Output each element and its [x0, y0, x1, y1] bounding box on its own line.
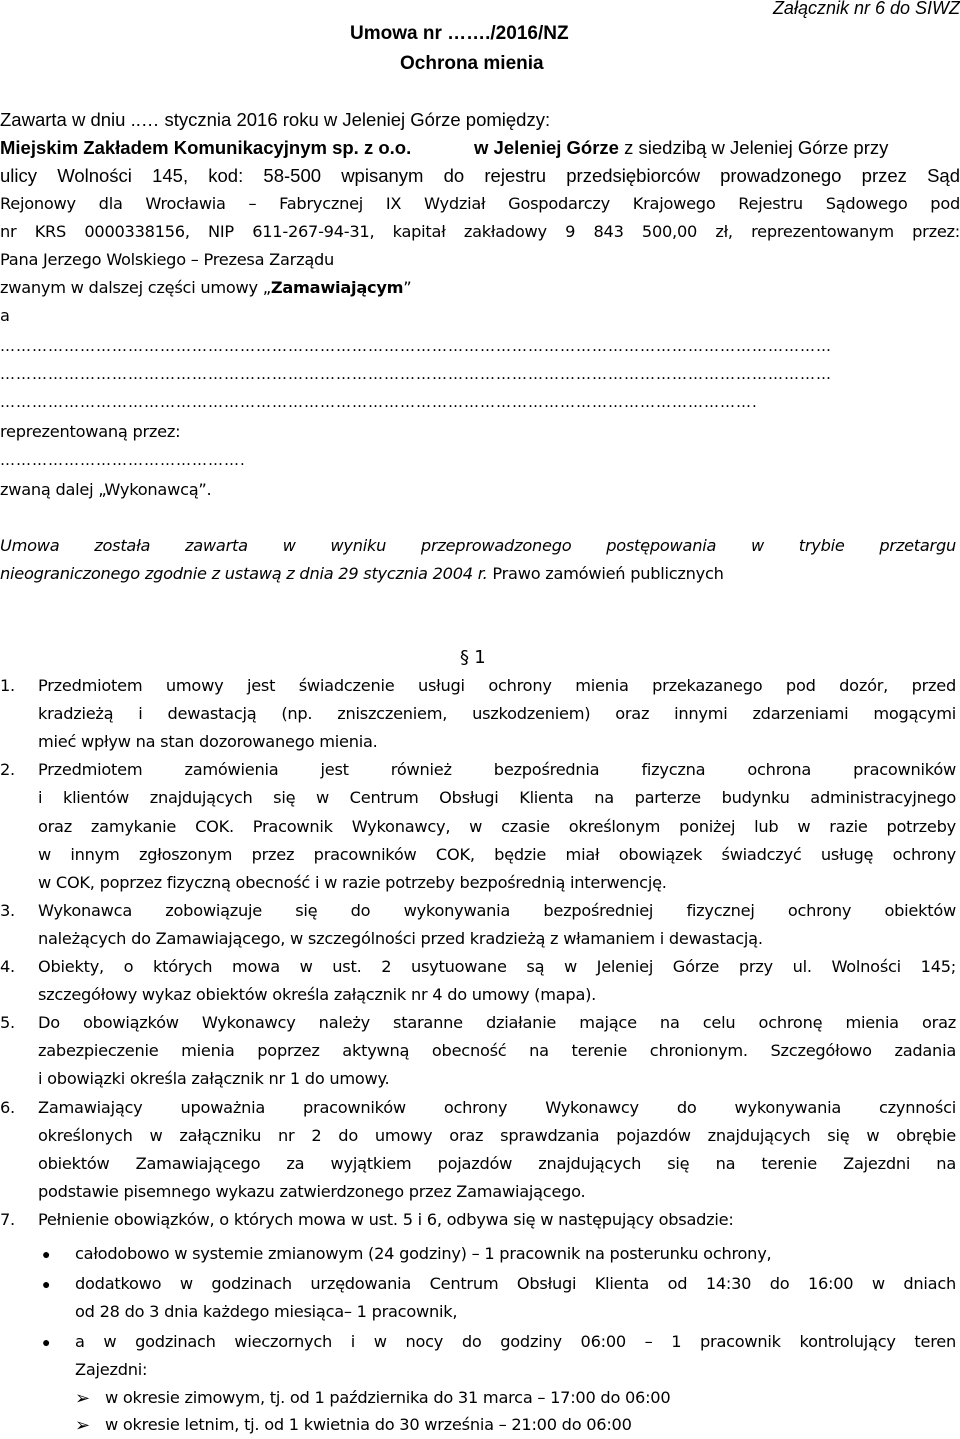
represented-by-label: reprezentowaną przez:: [0, 422, 181, 441]
item-text-line: oraz zamykanie COK. Pracownik Wykonawcy, w czasie określonym poniżej lub w razie potrzeby: [38, 816, 956, 836]
item-text-line: Przedmiotem umowy jest świadczenie usługi ochrony mienia przekazanego pod dozór, przed: [38, 676, 956, 695]
item-text-line: kradzieżą i dewastacją (np. zniszczeniem, uszkodzeniem) oraz innymi zdarzeniami mogącymi: [38, 704, 956, 724]
basis-law-name: Prawo zamówień publicznych: [487, 564, 724, 583]
item-text-line: i obowiązki określa załącznik nr 1 do umowy.: [38, 1069, 390, 1089]
item-text-line: należących do Zamawiającego, w szczególności przed kradzieżą z włamaniem i dewastacją.: [38, 928, 763, 948]
bullet-text-line: a w godzinach wieczornych i w nocy do godziny 06:00 – 1 pracownik kontrolujący teren: [75, 1332, 956, 1352]
company-address-line: ulicy Wolności 145, kod: 58-500 wpisanym do rejestru przedsiębiorców prowadzonego przez Sąd: [0, 165, 960, 186]
company-name-text: Miejskim Zakładem Komunikacyjnym sp. z o.o.: [0, 137, 412, 158]
employer-term: Zamawiającym: [270, 278, 404, 297]
item-text-line: Pełnienie obowiązków, o których mowa w ust. 5 i 6, odbywa się w następujący obsadzie:: [38, 1209, 734, 1229]
krs-line: nr KRS 0000338156, NIP 611-267-94-31, kapitał zakładowy 9 843 500,00 zł, reprezentowanym przez:: [0, 222, 960, 241]
attachment-label: Załącznik nr 6 do SIWZ: [772, 0, 960, 18]
company-seat: z siedzibą w Jeleniej Górze przy: [624, 137, 889, 158]
sub-bullet-text: w okresie letnim, tj. od 1 kwietnia do 30 września – 21:00 do 06:00: [105, 1415, 632, 1434]
item-number: 7.: [0, 1209, 15, 1229]
item-text-line: Obiekty, o których mowa w ust. 2 usytuowane są w Jeleniej Górze przy ul. Wolności 145;: [38, 957, 956, 976]
item-text-line: Przedmiotem zamówienia jest również bezpośrednia fizyczna ochrona pracowników: [38, 760, 956, 780]
item-text-line: w innym zgłoszonym przez pracowników COK, będzie miał obowiązek świadczyć usługę ochrony: [38, 844, 956, 864]
item-number: 1.: [0, 676, 15, 695]
conjunction: a: [0, 306, 10, 325]
item-text-line: zabezpieczenie mienia poprzez aktywną obecność na terenie chronionym. Szczegółowo zadania: [38, 1041, 956, 1061]
employer-definition-text: zwanym w dalszej części umowy „: [0, 278, 271, 297]
item-text-line: Do obowiązków Wykonawcy należy staranne działanie mające na celu ochronę mienia oraz: [38, 1013, 956, 1033]
arrowhead-bullet-icon: ➢: [75, 1388, 91, 1408]
item-number: 2.: [0, 760, 15, 780]
filled-circle-bullet-icon: ●: [42, 1246, 51, 1262]
item-text-line: Zamawiający upoważnia pracowników ochrony Wykonawcy do wykonywania czynności: [38, 1097, 956, 1117]
item-number: 4.: [0, 957, 15, 976]
contract-title: Umowa nr ……./2016/NZ: [350, 23, 569, 44]
intro-line: Zawarta w dniu ..… stycznia 2016 roku w Jeleniej Górze pomiędzy:: [0, 109, 551, 130]
filled-circle-bullet-icon: ●: [42, 1276, 51, 1293]
bullet-text-line: Zajezdni:: [75, 1360, 148, 1380]
company-name: [0, 134, 470, 162]
filled-circle-bullet-icon: ●: [42, 1334, 51, 1351]
item-text-line: obiektów Zamawiającego za wyjątkiem pojazdów znajdujących się na terenie Zajezdni na: [38, 1153, 956, 1173]
item-number: 6.: [0, 1097, 15, 1117]
item-text-line: szczegółowy wykaz obiektów określa załącznik nr 4 do umowy (mapa).: [38, 985, 597, 1005]
blank-line-2: …………………………………………………………………………………………………………………………………………: [0, 365, 832, 383]
company-city: w Jeleniej Górze: [474, 137, 619, 158]
blank-line-3: …………………………………………………………………………………………………………………………….: [0, 393, 758, 411]
item-text-line: w COK, poprzez fizyczną obecność i w razie potrzeby bezpośrednią interwencję.: [38, 872, 667, 892]
sub-bullet-text: w okresie zimowym, tj. od 1 października do 31 marca – 17:00 do 06:00: [105, 1388, 671, 1407]
item-text-line: podstawie pisemnego wykazu zatwierdzonego przez Zamawiającego.: [38, 1181, 586, 1201]
representative-line: Pana Jerzego Wolskiego – Prezesa Zarządu: [0, 250, 335, 269]
company-location-line: [474, 134, 960, 162]
item-number: 3.: [0, 900, 15, 920]
item-text-line: mieć wpływ na stan dozorowanego mienia.: [38, 732, 378, 752]
blank-line-4: ……………………………………….: [0, 451, 246, 469]
contractor-definition: zwaną dalej „Wykonawcą”.: [0, 480, 212, 499]
basis-line-2: [0, 560, 960, 588]
item-text-line: określonych w załączniku nr 2 do umowy oraz sprawdzania pojazdów znajdujących się w obrębie: [38, 1125, 956, 1145]
employer-quote-close: ”: [403, 278, 412, 297]
basis-law-text: nieograniczonego zgodnie z ustawą z dnia 29 stycznia 2004 r.: [0, 564, 488, 583]
item-text-line: Wykonawca zobowiązuje się do wykonywania bezpośredniej fizycznej ochrony obiektów: [38, 900, 956, 920]
bullet-text-line: całodobowo w systemie zmianowym (24 godziny) – 1 pracownik na posterunku ochrony,: [75, 1244, 772, 1263]
court-line: Rejonowy dla Wrocławia – Fabrycznej IX Wydział Gospodarczy Krajowego Rejestru Sądowego pod: [0, 194, 960, 213]
item-text-line: i klientów znajdujących się w Centrum Obsługi Klienta na parterze budynku administracyjnego: [38, 788, 956, 808]
basis-line-1: Umowa została zawarta w wyniku przeprowadzonego postępowania w trybie przetargu: [0, 536, 956, 555]
arrowhead-bullet-icon: ➢: [75, 1415, 91, 1435]
employer-definition: [0, 274, 960, 302]
section-mark: § 1: [460, 647, 486, 668]
bullet-text-line: od 28 do 3 dnia każdego miesiąca– 1 pracownik,: [75, 1302, 458, 1322]
item-number: 5.: [0, 1013, 15, 1033]
contract-subtitle: Ochrona mienia: [400, 53, 544, 74]
bullet-text-line: dodatkowo w godzinach urzędowania Centrum Obsługi Klienta od 14:30 do 16:00 w dniach: [75, 1274, 956, 1294]
blank-line-1: …………………………………………………………………………………………………………………………………………: [0, 337, 832, 355]
